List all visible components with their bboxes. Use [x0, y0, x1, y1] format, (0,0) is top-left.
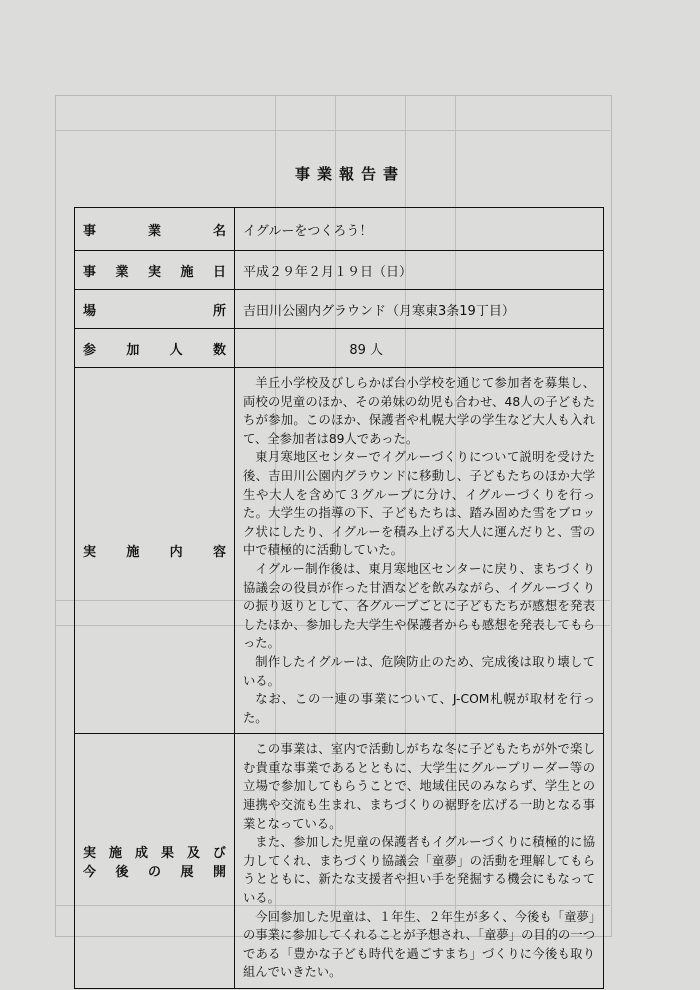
event-name-value: イグルーをつくろう！	[235, 208, 604, 251]
location-value: 吉田川公園内グラウンド（月寒東3条19丁目）	[235, 290, 604, 329]
event-name-label-text: 事 業 名	[83, 223, 226, 239]
participants-value: 89 人	[235, 329, 604, 368]
results-paragraph: 今回参加した児童は、１年生、２年生が多く、今後も「童夢」の事業に参加してくれることが予想され、「童夢」の目的の一つである「豊かな子ども時代を過ごすまち」づくりに今後も取り組んでいきたい。	[243, 909, 595, 980]
results-label-line1: 実 施 成 果 及 び	[83, 846, 226, 862]
participants-label: 参 加 人 数	[75, 329, 235, 368]
results-label-line2: 今 後 の 展 開	[83, 865, 226, 881]
implementation-content	[235, 368, 604, 734]
table-row	[75, 368, 604, 734]
report-table	[74, 207, 604, 989]
event-date-value: 平成２９年２月１９日（日）	[235, 251, 604, 290]
implementation-paragraph: なお、この一連の事業について、J-COM札幌が取材を行った。	[243, 692, 595, 725]
results-label	[75, 734, 235, 989]
event-name-label	[75, 208, 235, 251]
show-through-line	[55, 130, 610, 131]
implementation-paragraph: イグルー制作後は、東月寒地区センターに戻り、まちづくり協議会の役員が作った甘酒などを飲みながら、イグルーづくりの振り返りとして、各グループごとに子どもたちが感想を発表したほか、参加した大学生や保護者からも感想を発表してもらった。	[243, 561, 595, 651]
location-label: 場 所	[75, 290, 235, 329]
implementation-label: 実 施 内 容	[75, 368, 235, 734]
implementation-paragraph: 羊丘小学校及びしらかば台小学校を通じて参加者を募集し、両校の児童のほか、その弟妹の幼児も合わせ、48人の子どもたちが参加。このほか、保護者や札幌大学の学生など大人も入れて、全参加者は89人であった。	[243, 376, 595, 446]
document-title: 事業報告書	[294, 165, 405, 183]
table-row	[75, 208, 604, 251]
implementation-paragraph: 東月寒地区センターでイグルーづくりについて説明を受けた後、吉田川公園内グラウンドに移動し、子どもたちのほか大学生や大人を含めて３グループに分け、イグルーづくりを行った。大学生の指導の下、子どもたちは、踏み固めた雪をブロック状にしたり、イグルーを積み上げる大人に運んだりと、雪の中で積極的に活動していた。	[243, 450, 595, 558]
table-row	[75, 290, 604, 329]
table-row	[75, 251, 604, 290]
results-paragraph: また、参加した児童の保護者もイグルーづくりに積極的に協力してくれ、まちづくり協議会「童夢」の活動を理解してもらうとともに、新たな支援者や担い手を発掘する機会にもなっている。	[243, 835, 595, 906]
event-date-label: 事 業 実 施 日	[75, 251, 235, 290]
table-row	[75, 734, 604, 989]
table-row	[75, 329, 604, 368]
results-paragraph: この事業は、室内で活動しがちな冬に子どもたちが外で楽しむ貴重な事業であるとともに、大学生にグループリーダー等の立場で参加してもらうことで、地域住民のみならず、学生との連携や交流も生まれ、まちづくりの裾野を広げる一助となる事業となっている。	[243, 742, 595, 831]
results-content	[235, 734, 604, 989]
implementation-paragraph: 制作したイグルーは、危険防止のため、完成後は取り壊している。	[243, 654, 595, 688]
